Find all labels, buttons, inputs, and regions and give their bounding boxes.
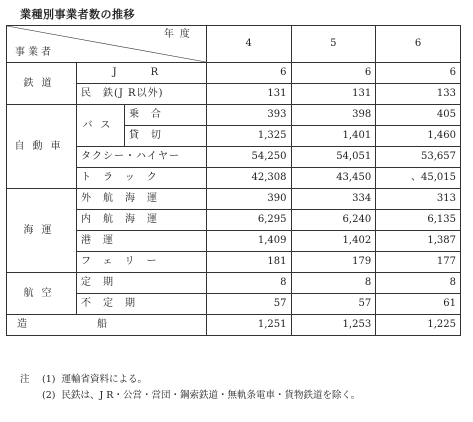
value-cell: 1,251 xyxy=(206,315,291,336)
value-cell: 1,460 xyxy=(376,126,461,147)
category-cell: 自動車 xyxy=(7,105,77,189)
row-label: 外航海運 xyxy=(76,189,206,210)
value-cell: 398 xyxy=(291,105,376,126)
table-row xyxy=(7,189,461,210)
value-cell: 1,409 xyxy=(206,231,291,252)
value-cell: 1,225 xyxy=(376,315,461,336)
value-cell: 393 xyxy=(206,105,291,126)
row-label: 定期 xyxy=(76,273,206,294)
footnote-text: 民鉄は、J R・公営・営団・鋼索鉄道・無軌条電車・貨物鉄道を除く。 xyxy=(61,390,361,401)
footnote-prefix: 注 xyxy=(20,374,30,385)
row-label: トラック xyxy=(76,168,206,189)
value-cell: 6,240 xyxy=(291,210,376,231)
value-cell: 1,401 xyxy=(291,126,376,147)
row-label: タクシー・ハイヤー xyxy=(76,147,206,168)
category-cell: 航空 xyxy=(7,273,77,315)
footnote-number: (2) xyxy=(42,390,56,401)
value-cell: 6 xyxy=(376,63,461,84)
corner-header-cell xyxy=(7,26,207,63)
row-label: 内航海運 xyxy=(76,210,206,231)
year-header: 5 xyxy=(291,26,376,63)
footnote xyxy=(20,388,360,404)
table-row xyxy=(7,315,461,336)
row-label: 民 鉄(J R以外) xyxy=(76,84,206,105)
value-cell: 6,295 xyxy=(206,210,291,231)
year-header: 4 xyxy=(206,26,291,63)
table-row xyxy=(7,105,461,126)
subgroup-cell: バス xyxy=(76,105,124,147)
value-cell: 1,402 xyxy=(291,231,376,252)
value-cell: 、45,015 xyxy=(376,168,461,189)
row-label: 乗合 xyxy=(124,105,206,126)
table-row xyxy=(7,63,461,84)
row-label-part: 港運 xyxy=(80,235,125,246)
value-cell: 131 xyxy=(206,84,291,105)
value-cell: 313 xyxy=(376,189,461,210)
value-cell: 57 xyxy=(206,294,291,315)
value-cell: 53,657 xyxy=(376,147,461,168)
value-cell: 179 xyxy=(291,252,376,273)
row-label: J R xyxy=(76,63,206,84)
entity-label: 事業者 xyxy=(15,47,54,58)
year-header: 6 xyxy=(376,26,461,63)
value-cell: 8 xyxy=(206,273,291,294)
value-cell: 133 xyxy=(376,84,461,105)
row-label xyxy=(76,231,206,252)
table-row xyxy=(7,273,461,294)
value-cell: 61 xyxy=(376,294,461,315)
category-cell: 海運 xyxy=(7,189,77,273)
footnote xyxy=(20,372,360,388)
category-cell: 鉄道 xyxy=(7,63,77,105)
value-cell: 8 xyxy=(291,273,376,294)
row-label: 造船 xyxy=(7,315,207,336)
row-label: 不定期 xyxy=(76,294,206,315)
value-cell: 54,051 xyxy=(291,147,376,168)
table-title: 業種別事業者数の推移 xyxy=(20,8,135,21)
footnotes xyxy=(20,372,360,404)
value-cell: 57 xyxy=(291,294,376,315)
value-cell: 177 xyxy=(376,252,461,273)
value-cell: 1,325 xyxy=(206,126,291,147)
value-cell: 405 xyxy=(376,105,461,126)
value-cell: 181 xyxy=(206,252,291,273)
value-cell: 334 xyxy=(291,189,376,210)
value-cell: 43,450 xyxy=(291,168,376,189)
row-label: フェリー xyxy=(76,252,206,273)
value-cell: 1,387 xyxy=(376,231,461,252)
value-cell: 42,308 xyxy=(206,168,291,189)
value-cell: 131 xyxy=(291,84,376,105)
operators-table xyxy=(6,25,461,336)
year-label: 年度 xyxy=(163,29,196,40)
value-cell: 6,135 xyxy=(376,210,461,231)
value-cell: 6 xyxy=(291,63,376,84)
value-cell: 8 xyxy=(376,273,461,294)
header-row xyxy=(7,26,461,63)
footnote-text: 運輸省資料による。 xyxy=(61,374,147,385)
value-cell: 54,250 xyxy=(206,147,291,168)
value-cell: 6 xyxy=(206,63,291,84)
row-label: 貸切 xyxy=(124,126,206,147)
value-cell: 390 xyxy=(206,189,291,210)
value-cell: 1,253 xyxy=(291,315,376,336)
footnote-number: (1) xyxy=(42,374,56,385)
